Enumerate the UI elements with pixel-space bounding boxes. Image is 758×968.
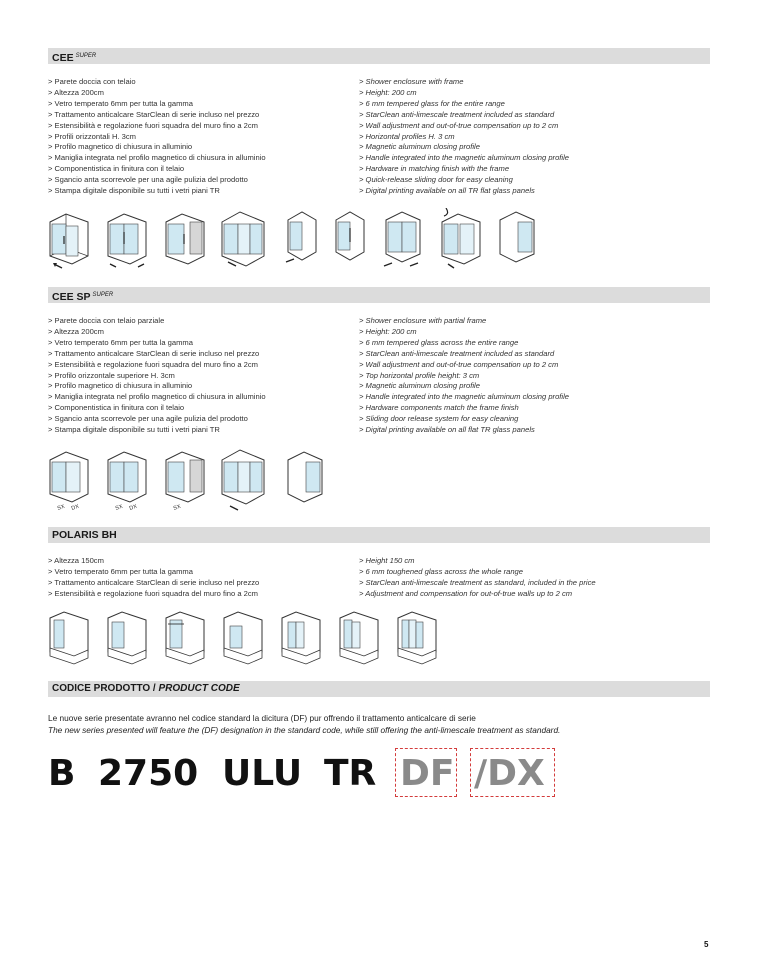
code-part-series: B xyxy=(48,753,76,794)
feature-item: > Hardware components match the frame finish xyxy=(359,403,519,413)
feature-item: > Maniglia integrata nel profilo magnetico di chiusura in alluminio xyxy=(48,392,266,402)
shower-enclosure-icon xyxy=(102,448,154,514)
feature-item: > Altezza 200cm xyxy=(48,326,104,336)
feature-item: > Vetro temperato 6mm per tutta la gamma xyxy=(48,98,193,108)
feature-item: > 6 mm toughened glass across the whole range xyxy=(359,566,523,576)
product-code-desc-en: The new series presented will feature the (DF) designation in the standard code, while still offering the anti-limescale treatment as standard. xyxy=(48,725,561,735)
side-label-sx: SX xyxy=(114,503,124,512)
bath-screen-icon xyxy=(102,608,152,668)
feature-list-en-polaris xyxy=(359,556,596,600)
product-code-desc-it: Le nuove serie presentate avranno nel codice standard la dicitura (DF) pur offrendo il trattamento anticalcare di serie xyxy=(48,713,476,723)
feature-item: > Magnetic aluminum closing profile xyxy=(359,142,480,152)
feature-item: > Estensibilità e regolazione fuori squadra del muro fino a 2cm xyxy=(48,359,258,369)
shower-enclosure-icon xyxy=(218,448,270,514)
shower-enclosure-icon xyxy=(282,208,322,270)
feature-item: > Profilo magnetico di chiusura in alluminio xyxy=(48,381,193,391)
section-title-italic: PRODUCT CODE xyxy=(158,683,240,694)
shower-enclosure-icon xyxy=(44,208,96,270)
feature-item: > Trattamento anticalcare StarClean di serie incluso nel prezzo xyxy=(48,348,260,358)
bath-screen-icon xyxy=(160,608,210,668)
feature-item: > Handle integrated into the magnetic aluminum closing profile xyxy=(359,153,570,163)
feature-item: > Trattamento anticalcare StarClean di serie incluso nel prezzo xyxy=(48,109,260,119)
feature-item: > Sliding door release system for easy cleaning xyxy=(359,414,519,424)
feature-item: > Sgancio anta scorrevole per una agile pulizia del prodotto xyxy=(48,175,248,185)
side-label-dx: DX xyxy=(70,503,80,512)
feature-item: > Vetro temperato 6mm per tutta la gamma xyxy=(48,337,193,347)
section-header-cee xyxy=(48,48,710,64)
shower-enclosure-icon xyxy=(282,448,328,514)
section-title-sup: SUPER xyxy=(75,53,97,59)
shower-enclosure-icon xyxy=(160,448,212,514)
feature-item: > Maniglia integrata nel profilo magnetico di chiusura in alluminio xyxy=(48,153,266,163)
feature-item: > Sgancio anta scorrevole per una agile pulizia del prodotto xyxy=(48,414,248,424)
feature-item: > Componentistica in finitura con il telaio xyxy=(48,403,185,413)
feature-item: > Magnetic aluminum closing profile xyxy=(359,381,480,391)
feature-list-en-cee xyxy=(359,77,569,197)
feature-item: > Altezza 200cm xyxy=(48,87,104,97)
section-header-cee-sp xyxy=(48,287,710,303)
feature-item: > Stampa digitale disponibile su tutti i vetri piani TR xyxy=(48,186,220,196)
feature-item: > StarClean anti-limescale treatment included as standard xyxy=(359,109,555,119)
feature-item: > Height 150 cm xyxy=(359,556,415,565)
feature-item: > Vetro temperato 6mm per tutta la gamma xyxy=(48,566,193,576)
feature-item: > Hardware in matching finish with the frame xyxy=(359,164,510,174)
feature-item: > Digital printing available on all flat TR glass panels xyxy=(359,425,535,435)
code-part-df: DF xyxy=(400,753,455,794)
feature-list-it-cee-sp xyxy=(48,316,266,436)
shower-enclosure-icon xyxy=(102,208,154,270)
feature-item: > Profili orizzontali H. 3cm xyxy=(48,131,136,141)
feature-item: > Profilo orizzontale superiore H. 3cm xyxy=(48,370,175,380)
shower-enclosure-icon xyxy=(436,208,488,270)
section-title-sup: SUPER xyxy=(92,292,114,298)
code-part-size: ULU xyxy=(222,753,303,794)
feature-list-en-cee-sp xyxy=(359,316,569,436)
bath-screen-icon xyxy=(44,608,94,668)
feature-item: > Height: 200 cm xyxy=(359,87,417,97)
shower-enclosure-icon xyxy=(160,208,212,270)
feature-list-it-polaris xyxy=(48,556,259,600)
feature-item: > Profilo magnetico di chiusura in alluminio xyxy=(48,142,193,152)
shower-enclosure-icon xyxy=(380,208,426,270)
feature-item: > StarClean anti-limescale treatment as standard, included in the price xyxy=(359,577,596,587)
bath-screen-icon xyxy=(392,608,442,668)
section-title: CODICE PRODOTTO / xyxy=(52,683,159,694)
code-part-dx: /DX xyxy=(474,753,545,794)
side-label-dx: DX xyxy=(128,503,138,512)
bath-screen-icon xyxy=(334,608,384,668)
feature-item: > Stampa digitale disponibile su tutti i vetri piani TR xyxy=(48,425,220,435)
bath-screen-icon xyxy=(276,608,326,668)
feature-item: > Estensibilità e regolazione fuori squadra del muro fino a 2cm xyxy=(48,120,258,130)
feature-item: > Shower enclosure with partial frame xyxy=(359,316,487,325)
shower-enclosure-icon xyxy=(494,208,540,270)
code-part-model: 2750 xyxy=(98,753,199,794)
feature-item: > StarClean anti-limescale treatment included as standard xyxy=(359,348,555,358)
feature-item: > Componentistica in finitura con il telaio xyxy=(48,164,185,174)
section-header-polaris-bh xyxy=(48,527,710,543)
feature-item: > 6 mm tempered glass for the entire range xyxy=(359,98,505,108)
section-header-product-code xyxy=(48,681,710,697)
feature-item: > Shower enclosure with frame xyxy=(359,77,464,86)
feature-item: > Horizontal profiles H. 3 cm xyxy=(359,131,455,141)
page-number: 5 xyxy=(704,940,709,949)
feature-item: > Adjustment and compensation for out-of-true walls up to 2 cm xyxy=(359,588,573,598)
feature-item: > Wall adjustment and out-of-true compensation up to 2 cm xyxy=(359,120,559,130)
shower-enclosure-icon xyxy=(44,448,96,514)
shower-enclosure-icon xyxy=(330,208,370,270)
shower-enclosure-icon xyxy=(218,208,270,270)
feature-item: > Digital printing available on all TR flat glass panels xyxy=(359,186,535,196)
feature-item: > Top horizontal profile height: 3 cm xyxy=(359,370,480,380)
feature-item: > Parete doccia con telaio parziale xyxy=(48,316,165,325)
section-title: CEE SP xyxy=(52,291,91,303)
feature-list-it-cee xyxy=(48,77,266,197)
feature-item: > Altezza 150cm xyxy=(48,556,104,565)
feature-item: > Parete doccia con telaio xyxy=(48,77,136,86)
feature-item: > Quick-release sliding door for easy cleaning xyxy=(359,175,513,185)
code-part-glass: TR xyxy=(324,753,377,794)
section-title: CEE xyxy=(52,52,74,64)
feature-item: > Wall adjustment and out-of-true compensation up to 2 cm xyxy=(359,359,559,369)
side-label-sx: SX xyxy=(172,503,182,512)
feature-item: > Estensibilità e regolazione fuori squadra del muro fino a 2cm xyxy=(48,588,258,598)
feature-item: > Handle integrated into the magnetic aluminum closing profile xyxy=(359,392,570,402)
bath-screen-icon xyxy=(218,608,268,668)
feature-item: > 6 mm tempered glass across the entire range xyxy=(359,337,519,347)
section-title: POLARIS BH xyxy=(52,529,117,541)
feature-item: > Height: 200 cm xyxy=(359,326,417,336)
feature-item: > Trattamento anticalcare StarClean di serie incluso nel prezzo xyxy=(48,577,260,587)
side-label-sx: SX xyxy=(56,503,66,512)
